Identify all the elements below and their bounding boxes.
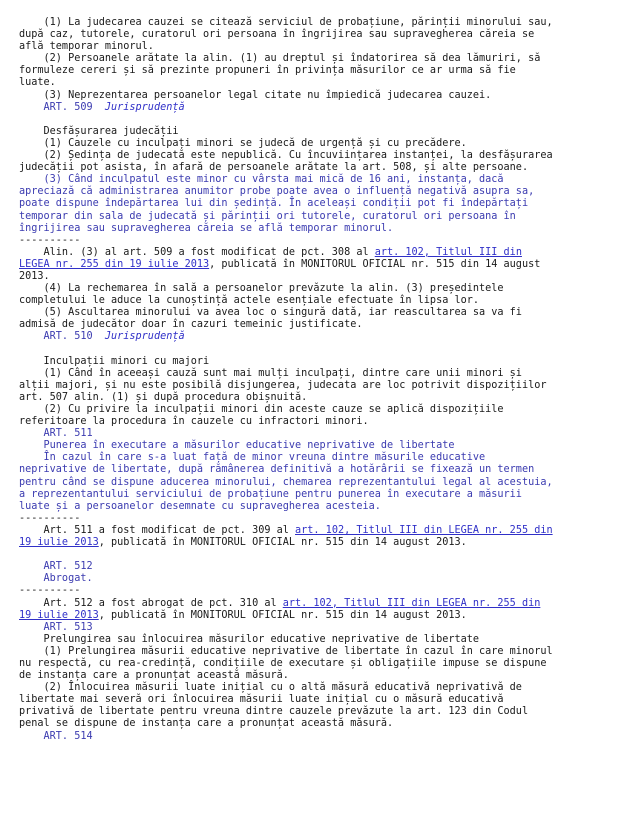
text-line: admisă de judecător doar în cazuri temeinic justificate. (19, 319, 363, 331)
text-line: (2) Înlocuirea măsurii luate inițial cu o altă măsură educativă neprivativă de (19, 682, 522, 694)
text-line: (1) Cauzele cu inculpați minori se judecă de urgență și cu precădere. (19, 137, 467, 149)
modified-text-line: a reprezentantului serviciului de probațiune pentru punerea în executare a măsurii (19, 488, 522, 500)
article-heading-509 (19, 102, 623, 114)
text-line: (2) Cu privire la inculpații minori din aceste cauze se aplică dispozițiile (19, 404, 504, 415)
text-line: (5) Ascultarea minorului va avea loc o singură dată, iar reascultarea sa va fi (19, 307, 522, 319)
text-line: află temporar minorul. (19, 41, 154, 53)
text-line: art. 507 alin. (1) și după procedura obișnuită. (19, 391, 308, 403)
jurisprudence-link-509[interactable]: Jurisprudență (104, 101, 185, 113)
jurisprudence-link-510[interactable]: Jurisprudență (104, 331, 185, 343)
amendment-note-512-cont (19, 610, 623, 622)
amendment-note-509 (19, 247, 623, 259)
article-title: Punerea în executare a măsurilor educative neprivative de libertate (19, 440, 455, 452)
text-line: 2013. (19, 270, 50, 282)
note-text: Art. 512 a fost abrogat de pct. 310 al (19, 597, 283, 609)
text-line: (2) Persoanele arătate la alin. (1) au dreptul și îndatorirea să dea lămuriri, să (19, 53, 541, 65)
law-link[interactable]: art. 102, Titlul III din LEGEA nr. 255 din (295, 524, 553, 536)
text-line: (4) La rechemarea în sală a persoanelor prevăzute la alin. (3) președintele (19, 283, 504, 295)
law-link[interactable]: LEGEA nr. 255 din 19 iulie 2013 (19, 258, 210, 270)
modified-text-line: temporar din sala de judecată și părinții ori tutorele, curatorul ori persoana în (19, 210, 516, 222)
article-heading-512: ART. 512 (19, 561, 93, 573)
article-heading-510 (19, 331, 623, 343)
text-line: judecății pot asista, în afară de persoanele arătate la art. 508, și alte persoane. (19, 162, 529, 174)
text-line: (1) La judecarea cauzei se citează serviciul de probațiune, părinții minorului sau, (19, 17, 553, 28)
blank-line (19, 114, 623, 126)
article-title: Desfășurarea judecății (19, 125, 179, 137)
article-title: Prelungirea sau înlocuirea măsurilor educative neprivative de libertate (19, 633, 480, 645)
amendment-note-511-cont (19, 537, 623, 549)
text-line: referitoare la procedura în cauzele cu infractori minori. (19, 416, 369, 428)
text-line: alții majori, și nu este posibilă disjungerea, judecata are loc potrivit dispozițiilor (19, 379, 547, 391)
separator: ---------- (19, 512, 81, 524)
modified-text-line: apreciază că administrarea anumitor probe poate avea o influență negativă asupra sa, (19, 186, 535, 198)
note-text: , publicată în MONITORUL OFICIAL nr. 515 din 14 august (209, 258, 541, 270)
text-line: nu respectă, cu rea-credință, condițiile de executare și obligațiile impuse se dispune (19, 657, 547, 669)
text-line: (1) Când în aceeași cauză sunt mai mulți inculpați, dintre care unii minori și (19, 367, 522, 379)
note-text: , publicată în MONITORUL OFICIAL nr. 515 din 14 august 2013. (98, 609, 467, 621)
text-line: de instanța care a pronunțat această măsură. (19, 670, 289, 682)
law-link[interactable]: art. 102, Titlul III din LEGEA nr. 255 din (282, 597, 541, 609)
text-line: completului le aduce la cunoștință actele esențiale efectuate în lipsa lor. (19, 295, 480, 307)
note-text: Art. 511 a fost modificat de pct. 309 al (19, 524, 296, 536)
text-line: formuleze cereri și să prezinte propuneri în privința măsurilor ce ar urma să fie (19, 65, 516, 77)
amendment-note-512 (19, 598, 623, 610)
modified-text-line: poate dispune îndepărtarea lui din ședință. În aceleași condiții pot fi îndepărtați (19, 198, 529, 210)
article-heading-511: ART. 511 (19, 428, 93, 440)
text-line: (3) Neprezentarea persoanelor legal citate nu împiedică judecarea cauzei. (19, 89, 492, 101)
note-text: , publicată în MONITORUL OFICIAL nr. 515 din 14 august 2013. (98, 537, 467, 549)
article-title: Inculpații minori cu majori (19, 355, 210, 367)
article-heading-514: ART. 514 (19, 730, 93, 742)
text-line: privativă de libertate pentru vreuna dintre cauzele prevăzute la art. 123 din Codul (19, 706, 529, 718)
text-line: după caz, tutorele, curatorul ori persoana în îngrijirea sau supravegherea căreia se (19, 29, 535, 41)
modified-text-line: (3) Când inculpatul este minor cu vârsta mai mică de 16 ani, instanța, dacă (19, 174, 504, 186)
text-line: (1) Prelungirea măsurii educative neprivative de libertate în cazul în care minorul (19, 645, 553, 657)
text-line: libertate mai severă ori înlocuirea măsurii luate inițial cu o măsură educativă (19, 694, 504, 706)
modified-text-line: pentru când se dispune aducerea minorului, chemarea reprezentantului legal al acestuia, (19, 476, 553, 488)
text-line: penal se dispune de instanța care a pronunțat această măsură. (19, 718, 394, 730)
text-line: (2) Ședința de judecată este nepublică. Cu încuviințarea instanței, la desfășurarea (19, 150, 553, 162)
modified-text-line: luate și a persoanelor desemnate cu supravegherea acesteia. (19, 500, 381, 512)
article-heading-513: ART. 513 (19, 621, 93, 633)
blank-line (19, 549, 623, 561)
law-link[interactable]: 19 iulie 2013 (19, 537, 99, 549)
amendment-note-509-cont (19, 259, 623, 271)
blank-line (19, 344, 623, 356)
modified-text-line: În cazul în care s-a luat față de minor vreuna dintre măsurile educative (19, 452, 486, 464)
abrogated-label: Abrogat. (19, 573, 93, 585)
article-label: ART. 509 (19, 101, 105, 113)
text-line: luate. (19, 77, 56, 89)
modified-text-line: îngrijirea sau supravegherea căreia se află temporar minorul. (19, 222, 394, 234)
separator: ---------- (19, 585, 81, 597)
note-text: Alin. (3) al art. 509 a fost modificat de pct. 308 al (19, 246, 375, 258)
amendment-note-511 (19, 525, 623, 537)
separator: ---------- (19, 234, 81, 246)
modified-text-line: neprivative de libertate, după rămânerea definitivă a hotărârii se fixează un termen (19, 464, 535, 476)
law-link[interactable]: 19 iulie 2013 (19, 609, 99, 621)
article-label: ART. 510 (19, 331, 105, 343)
law-link[interactable]: art. 102, Titlul III din (374, 246, 522, 258)
